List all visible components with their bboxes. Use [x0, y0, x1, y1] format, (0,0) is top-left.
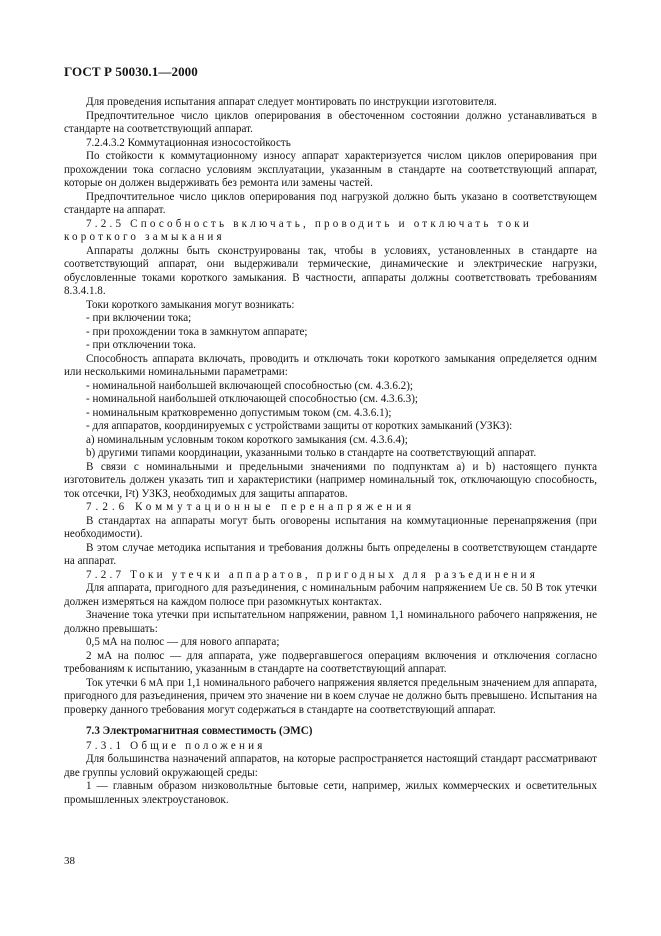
- list-item: - при прохождении тока в замкнутом аппарате;: [86, 325, 308, 338]
- section-heading-7-3: 7.3 Электромагнитная совместимость (ЭМС): [86, 725, 313, 737]
- list-item: - при отключении тока.: [86, 339, 196, 351]
- list-item: 2 мА на полюс — для аппарата, уже подвергавшегося операциям включения и отключения согласно требованиям к испытанию, указанным в стандарте на соответствующий аппарат.: [64, 649, 597, 675]
- list-item: 0,5 мА на полюс — для нового аппарата;: [86, 636, 280, 648]
- paragraph: Способность аппарата включать, проводить и отключать токи короткого замыкания определяется одним или несколькими номинальными параметрами:: [64, 352, 597, 378]
- list-item: - для аппаратов, координируемых с устройствами защиты от коротких замыканий (УЗКЗ):: [86, 420, 513, 432]
- document-body: [64, 96, 597, 807]
- paragraph: По стойкости к коммутационному износу аппарат характеризуется числом циклов оперирования при прохождении тока согласно условиям эксплуатации, указанным в стандарте на соответствующий аппарат, которые он должен выдерживать без ремонта или замены частей.: [64, 150, 597, 189]
- paragraph: В этом случае методика испытания и требования должны быть определены в соответствующем стандарте на аппарат.: [64, 541, 597, 567]
- list-item: - номинальной наибольшей включающей способностью (см. 4.3.6.2);: [86, 379, 413, 392]
- list-item: a) номинальным условным током короткого замыкания (см. 4.3.6.4);: [86, 433, 408, 446]
- paragraph: Ток утечки 6 мА при 1,1 номинального рабочего напряжения является предельным значением для аппарата, пригодного для разъединения, причем это значение ни в коем случае не должно быть превышено. Испытания на проверку данного требования могут содержаться в стандарте на соответствующий аппарат.: [64, 676, 597, 716]
- list-item: b) другими типами координации, указанными только в стандарте на соответствующий аппарат.: [86, 447, 537, 459]
- list-item: 1 — главным образом низковольтные бытовые сети, например, жилых коммерческих и осветительных промышленных электроустановок.: [64, 780, 597, 806]
- spacer: [64, 717, 597, 724]
- paragraph: Токи короткого замыкания могут возникать:: [86, 298, 295, 311]
- document-header-standard-code: ГОСТ Р 50030.1—2000: [64, 64, 198, 79]
- list-item: - номинальным кратковременно допустимым током (см. 4.3.6.1);: [86, 406, 392, 419]
- page-number: 38: [64, 855, 75, 867]
- paragraph: Для проведения испытания аппарат следует монтировать по инструкции изготовителя.: [86, 96, 497, 108]
- list-item: - при включении тока;: [86, 312, 192, 324]
- paragraph: В стандартах на аппараты могут быть оговорены испытания на коммутационные перенапряжения (при необходимости).: [64, 514, 597, 540]
- section-heading-7-2-7: 7.2.7 Токи утечки аппаратов, пригодных для разъединения: [86, 568, 538, 581]
- paragraph: В связи с номинальными и предельными значениями по подпунктам a) и b) настоящего пункта изготовитель должен указать тип и характеристики (например номинальный ток, отключающую способность, ток отсечки, I²t) УЗКЗ, необходимых для защиты аппаратов.: [64, 460, 597, 500]
- paragraph: Аппараты должны быть сконструированы так, чтобы в условиях, установленных в стандарте на соответствующий аппарат, они выдерживали термические, динамические и электрические нагрузки, обусловленные токами короткого замыкания. В частности, аппараты должны соответствовать требованиям 8.3.4.1.8.: [64, 244, 597, 297]
- section-heading-7-2-6: 7.2.6 Коммутационные перенапряжения: [86, 501, 416, 513]
- paragraph: Предпочтительное число циклов оперирования в обесточенном состоянии должно устанавливаться в стандарте на соответствующий аппарат.: [64, 109, 597, 135]
- list-item: - номинальной наибольшей отключающей способностью (см. 4.3.6.3);: [86, 393, 418, 405]
- paragraph: Для аппарата, пригодного для разъединения, с номинальным рабочим напряжением Ue св. 50 В ток утечки должен измеряться на каждом полюсе при разомкнутых контактах.: [64, 582, 597, 608]
- paragraph: Значение тока утечки при испытательном напряжении, равном 1,1 номинального рабочего напряжения, не должно превышать:: [64, 609, 597, 635]
- section-heading-7-3-1: 7.3.1 Общие положения: [86, 739, 266, 752]
- paragraph: Предпочтительное число циклов оперирования под нагрузкой должно быть указано в соответствующем стандарте на аппарат.: [64, 190, 597, 216]
- section-heading-7-2-5: 7.2.5 Способность включать, проводить и отключать токи короткого замыкания: [64, 217, 533, 243]
- paragraph: Для большинства назначений аппаратов, на которые распространяется настоящий стандарт рассматривают две группы условий окружающей среды:: [64, 753, 597, 779]
- subsection-heading: 7.2.4.3.2 Коммутационная износостойкость: [86, 136, 291, 149]
